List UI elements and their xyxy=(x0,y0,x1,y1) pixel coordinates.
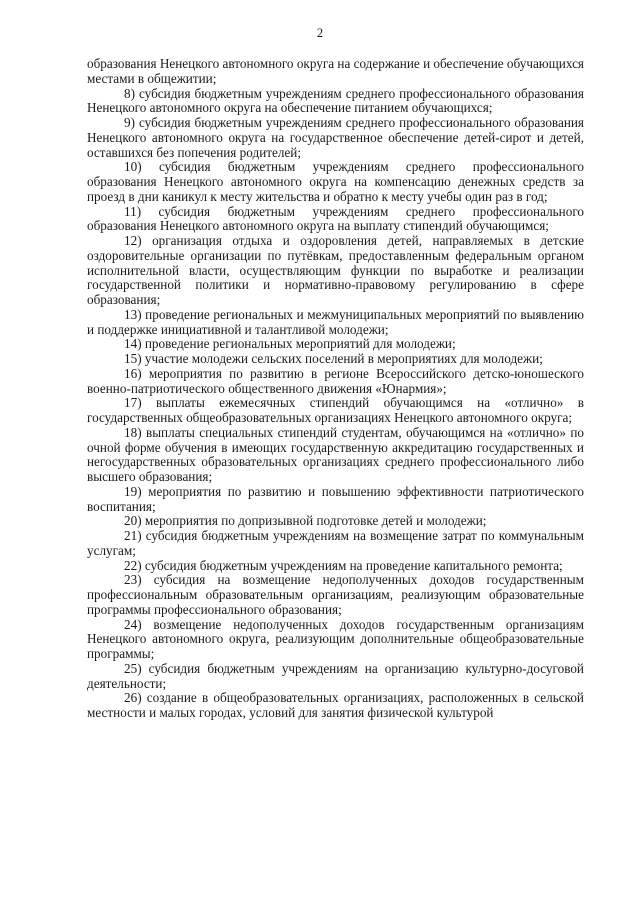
list-item-11: 11) субсидия бюджетным учреждениям среднего профессионального образования Ненецкого автономного округа на выплату стипендий обучающимся; xyxy=(87,203,584,234)
list-item-20: 20) мероприятия по допризывной подготовке детей и молодежи; xyxy=(124,513,487,529)
list-item-24: 24) возмещение недополученных доходов государственным организациям Ненецкого автономного округа, реализующим дополнительные общеобразовательные программы; xyxy=(87,616,584,661)
list-item-17: 17) выплаты ежемесячных стипендий обучающимся на «отлично» в государственных общеобразовательных организациях Ненецкого автономного округа; xyxy=(87,395,584,425)
page-number: 2 xyxy=(316,26,324,40)
list-item-21: 21) субсидия бюджетным учреждениям на возмещение затрат по коммунальным услугам; xyxy=(87,528,584,558)
list-item-14: 14) проведение региональных мероприятий для молодежи; xyxy=(124,336,456,352)
list-item-26: 26) создание в общеобразовательных организациях, расположенных в сельской местности и малых городах, условий для занятия физической культурой xyxy=(87,690,584,720)
list-item-25: 25) субсидия бюджетным учреждениям на организацию культурно-досуговой деятельности; xyxy=(87,660,584,691)
list-item-22: 22) субсидия бюджетным учреждениям на проведение капитального ремонта; xyxy=(124,557,563,573)
list-item-18: 18) выплаты специальных стипендий студентам, обучающимся на «отлично» по очной форме обучения в имеющих государственную аккредитацию государственных и негосударственных образовательных организациях среднего профессионального либо высшего образования; xyxy=(87,424,584,484)
list-item-15: 15) участие молодежи сельских поселений в мероприятиях для молодежи; xyxy=(124,351,543,366)
list-item-23: 23) субсидия на возмещение недополученных доходов государственным профессиональным образовательным организациям, реализующим образовательные программы профессионального образования; xyxy=(87,572,584,617)
list-item-19: 19) мероприятия по развитию и повышению эффективности патриотического воспитания; xyxy=(87,483,584,514)
list-item-13: 13) проведение региональных и межмуниципальных мероприятий по выявлению и поддержке инициативной и талантливой молодежи; xyxy=(87,306,584,337)
list-item-9: 9) субсидия бюджетным учреждениям среднего профессионального образования Ненецкого автономного округа на государственное обеспечение детей-сирот и детей, оставшихся без попечения родителей; xyxy=(87,115,584,160)
document-body xyxy=(87,57,584,721)
list-item-8: 8) субсидия бюджетным учреждениям среднего профессионального образования Ненецкого автономного округа на обеспечение питанием обучающихся; xyxy=(87,85,584,116)
list-item-12: 12) организация отдыха и оздоровления детей, направляемых в детские оздоровительные организации по путёвкам, предоставленным федеральным органом исполнительной власти, осуществляющим функции по выработке и реализации государственной политики и нормативно-правовому регулированию в сфере образования; xyxy=(87,233,584,307)
list-item-10: 10) субсидия бюджетным учреждениям среднего профессионального образования Ненецкого автономного округа на компенсацию денежных средств за проезд в дни каникул к месту жительства и обратно к месту учебы один раз в год; xyxy=(87,159,584,204)
paragraph-continuation: образования Ненецкого автономного округа на содержание и обеспечение обучающихся местами в общежитии; xyxy=(87,56,584,86)
list-item-16: 16) мероприятия по развитию в регионе Всероссийского детско-юношеского военно-патриотического общественного движения «Юнармия»; xyxy=(87,365,584,396)
